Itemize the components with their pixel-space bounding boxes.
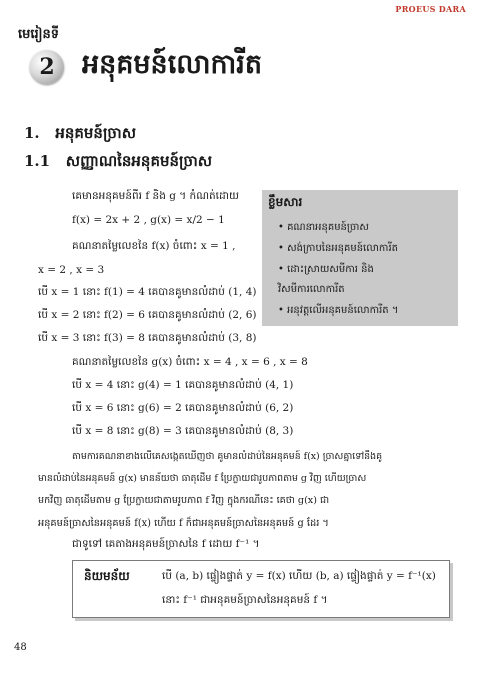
definition-line: នោះ f⁻¹ ជាអនុគមន៍ច្រាសនៃអនុគមន៍ f ។ <box>162 594 328 606</box>
body-line: អនុគមន៍ច្រាសនៃអនុគមន៍ f(x) ហើយ f ក៏ជាអនុគមន៍ច្រាសនៃអនុគមន៍ g ដែរ ។ <box>38 518 329 529</box>
body-line: គេមានអនុគមន៍ពីរ f និង g ។ កំណត់ដោយ <box>72 190 240 202</box>
subsection-number: 1.1 <box>24 152 51 170</box>
body-line: បើ x = 3 នោះ f(3) = 8 គេបានគូមានលំដាប់ (3, 8) <box>38 332 257 344</box>
objective-item: • សង់ក្រាបនៃអនុគមន៍លោការីត <box>278 243 398 254</box>
section-title: អនុគមន៍ច្រាស <box>55 124 136 142</box>
body-line: បើ x = 4 នោះ g(4) = 1 គេបានគូមានលំដាប់ (4, 1) <box>72 379 294 391</box>
objective-item: វិសមីការលោការីត <box>278 284 345 295</box>
objective-item: • អនុវត្តលើអនុគមន៍លោការីត ។ <box>278 305 399 316</box>
body-line: x = 2 , x = 3 <box>38 264 105 276</box>
definition-label: និយមន័យ <box>84 569 130 583</box>
section-heading <box>24 124 136 146</box>
objective-item: • ដោះស្រាយសមីការ និង <box>278 264 374 275</box>
section-number: 1. <box>24 124 40 142</box>
body-line: បើ x = 8 នោះ g(8) = 3 គេបានគូមានលំដាប់ (8, 3) <box>72 425 294 437</box>
body-line: មានលំដាប់នៃអនុគមន៍ g(x) មានន័យថា ធាតុដើម f ប្រែក្លាយជារូបភាពតាម g វិញ ហើយច្រាស <box>38 473 367 484</box>
objectives-title: ខ្លឹមសារ <box>268 195 303 209</box>
body-line: ជាទូទៅ គេតាងអនុគមន៍ច្រាសនៃ f ដោយ f⁻¹ ។ <box>72 538 260 550</box>
body-line: គណនាតម្លៃលេខនៃ g(x) ចំពោះ x = 4 , x = 6 , x = 8 <box>72 356 308 368</box>
body-line: បើ x = 2 នោះ f(2) = 6 គេបានគូមានលំដាប់ (2, 6) <box>38 309 257 321</box>
subsection-heading <box>24 152 212 174</box>
formula-line: f(x) = 2x + 2 , g(x) = x/2 − 1 <box>72 214 225 226</box>
subsection-title: សញ្ញាណនៃអនុគមន៍ច្រាស <box>65 152 213 170</box>
chapter-number-badge: 2 <box>30 50 64 84</box>
chapter-title: អនុគមន៍លោការីត <box>82 49 262 80</box>
body-line: តាមការគណនាខាងលើគេសង្កេតឃើញថា គូមានលំដាប់នៃអនុគមន៍ f(x) ច្រាសគ្នាទៅនឹងគូ <box>72 451 383 462</box>
body-line: មកវិញ ធាតុដើមតាម g ប្រែក្លាយជាតាមរូបភាព f វិញ ក្នុងករណីនេះ គេថា g(x) ជា <box>38 495 330 506</box>
body-line: បើ x = 6 នោះ g(6) = 2 គេបានគូមានលំដាប់ (6, 2) <box>72 402 294 414</box>
brand-header: PROEUS DARA <box>395 4 466 14</box>
page-number: 48 <box>14 642 27 653</box>
body-line: គណនាតម្លៃលេខនៃ f(x) ចំពោះ x = 1 , <box>72 240 236 252</box>
objective-item: • គណនាអនុគមន៍ច្រាស <box>278 222 369 233</box>
definition-line: បើ (a, b) ផ្ទៀងផ្ទាត់ y = f(x) ហើយ (b, a) ផ្ទៀងផ្ទាត់ y = f⁻¹(x) <box>162 570 436 582</box>
chapter-label: មេរៀនទី <box>18 27 60 42</box>
body-line: បើ x = 1 នោះ f(1) = 4 គេបានគូមានលំដាប់ (1, 4) <box>38 286 257 298</box>
